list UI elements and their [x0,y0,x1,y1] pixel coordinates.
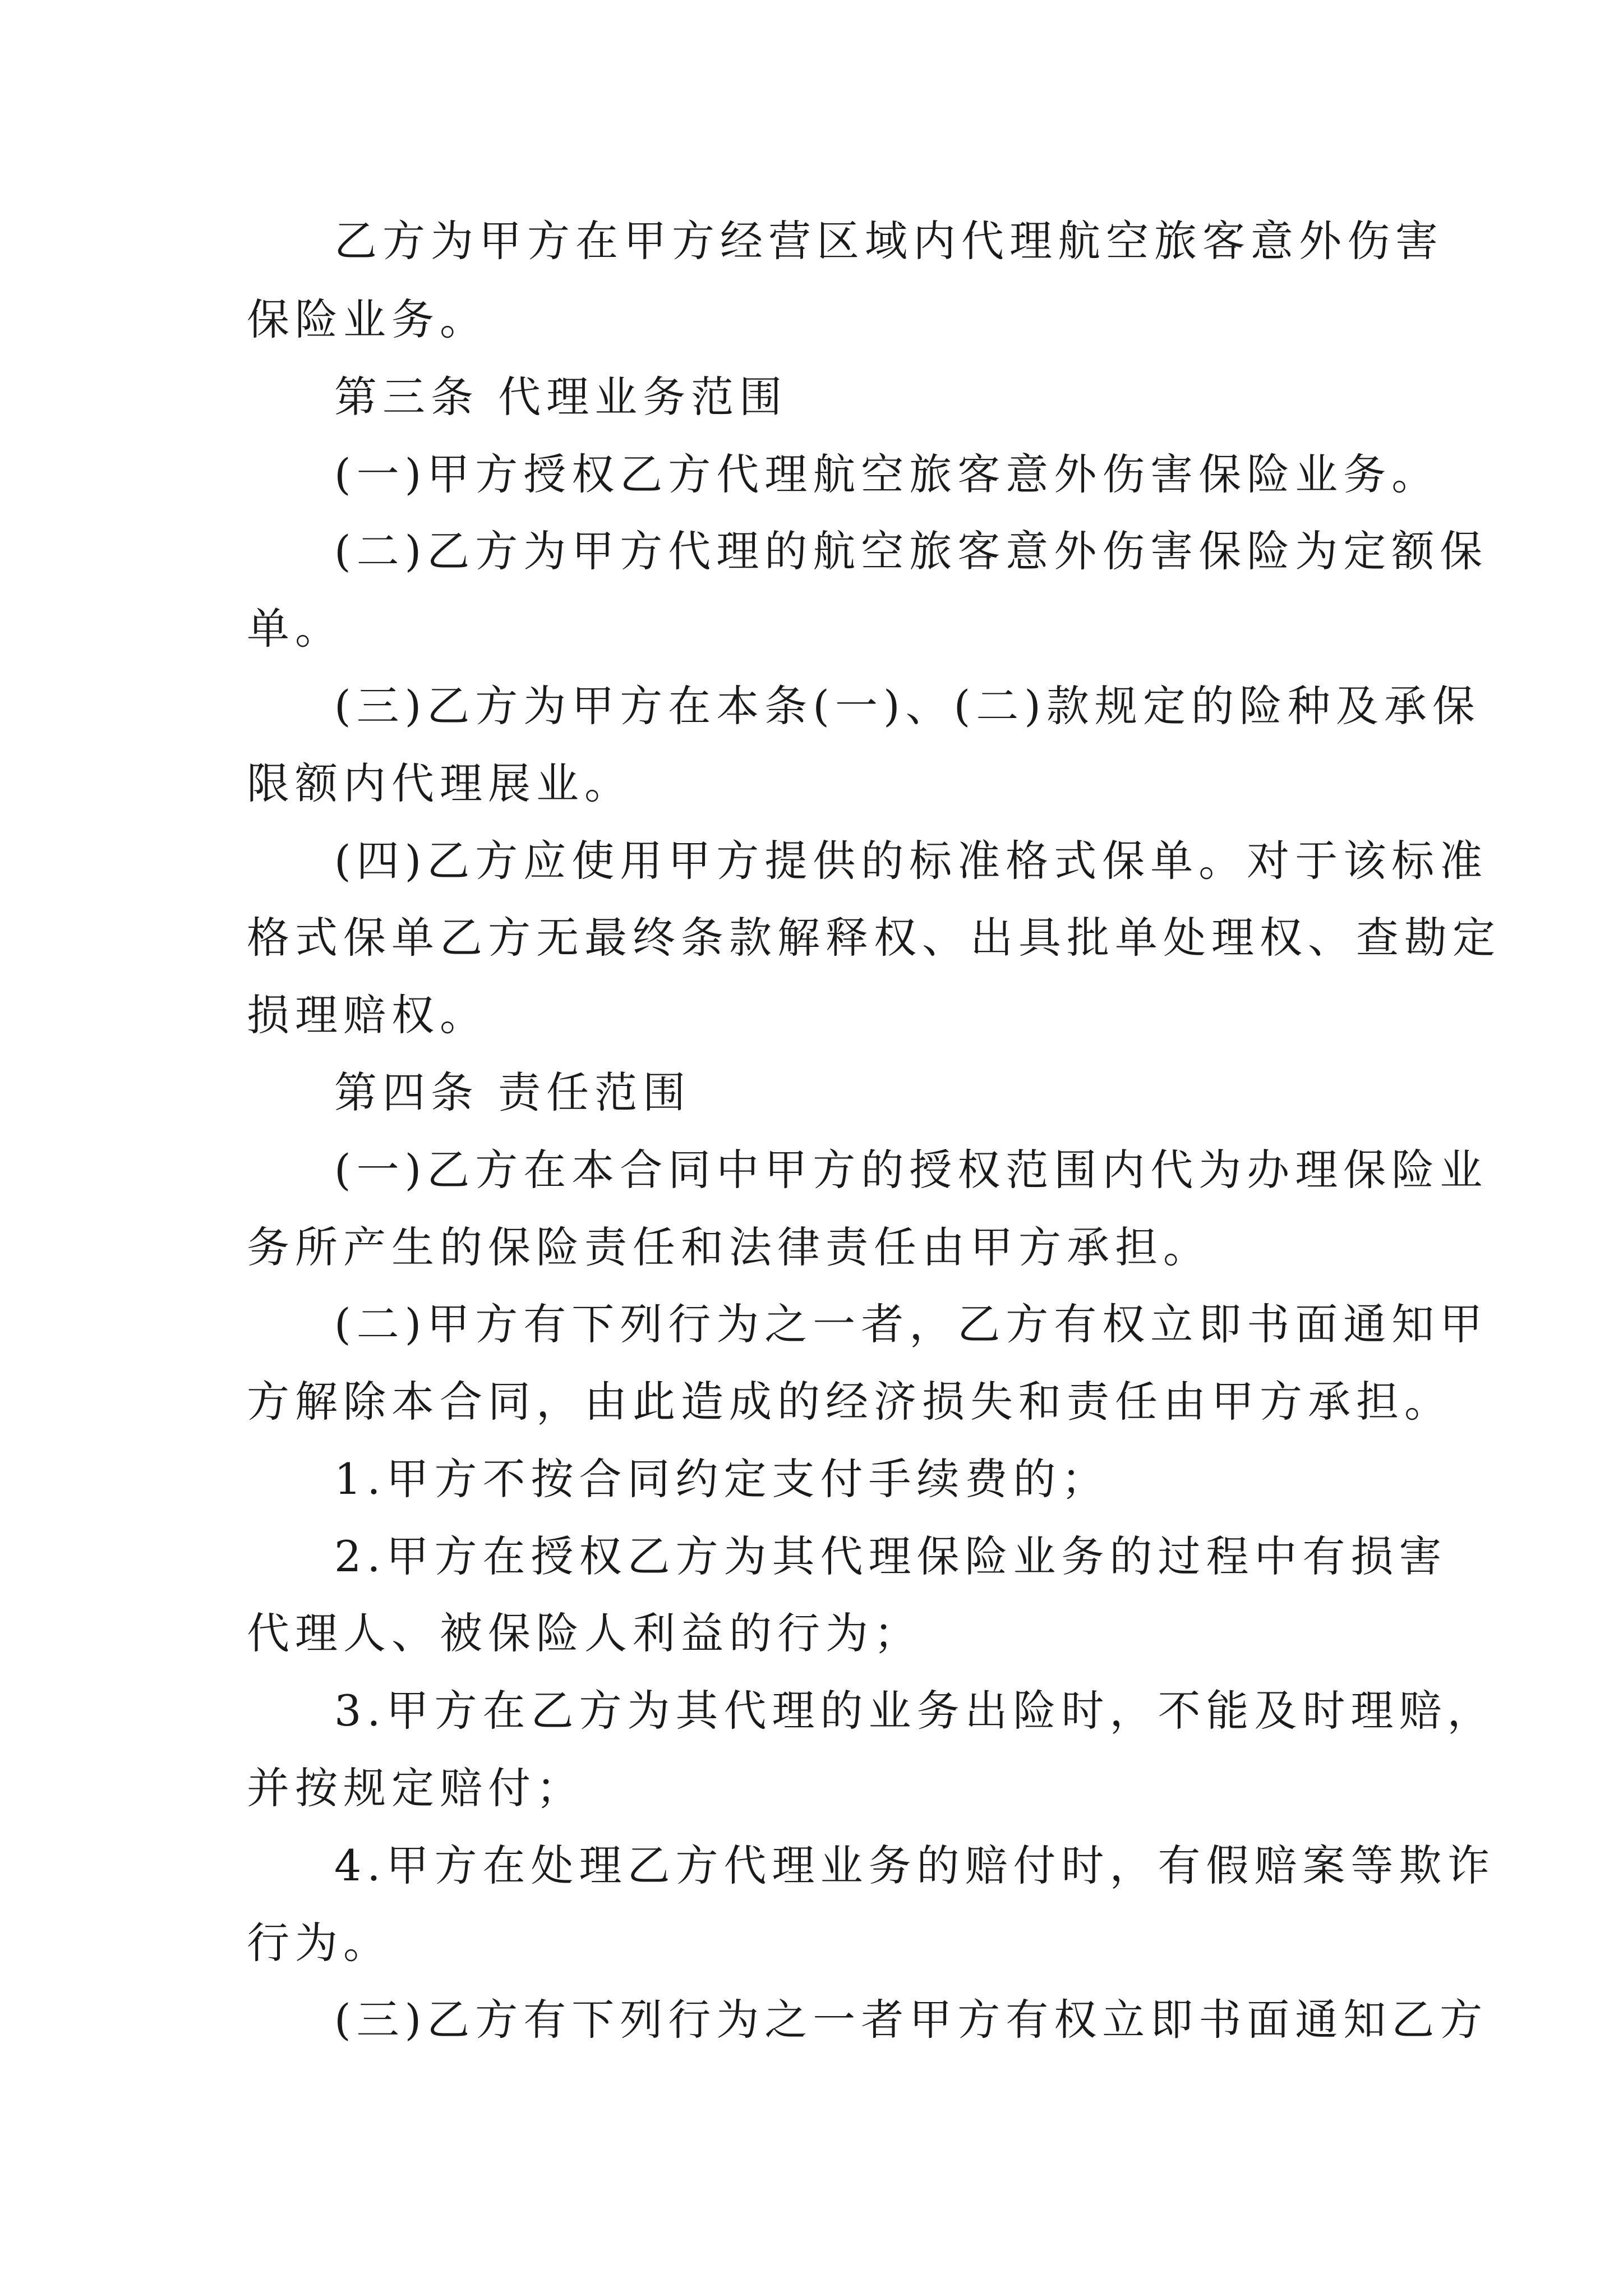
list-item: 1.甲方不按合同约定支付手续费的； [334,1454,1110,1504]
paragraph-line: 保险业务。 [247,295,488,344]
paragraph-line: 乙方为甲方在甲方经营区域内代理航空旅客意外伤害 [334,216,1444,266]
list-item-continuation: 行为。 [247,1918,391,1968]
list-item: 4.甲方在处理乙方代理业务的赔付时，有假赔案等欺诈 [334,1841,1496,1890]
paragraph-line: 格式保单乙方无最终条款解释权、出具批单处理权、查勘定 [247,913,1501,963]
paragraph-line: 方解除本合同，由此造成的经济损失和责任由甲方承担。 [247,1377,1453,1427]
paragraph-line: (二)乙方为甲方代理的航空旅客意外伤害保险为定额保 [334,526,1488,576]
paragraph-line: 限额内代理展业。 [247,758,633,808]
list-item: 2.甲方在授权乙方为其代理保险业务的过程中有损害 [334,1531,1447,1581]
list-item: 3.甲方在乙方为其代理的业务出险时，不能及时理赔， [334,1686,1496,1736]
article-heading-3: 第三条 代理业务范围 [334,372,788,422]
paragraph-line: (三)乙方为甲方在本条(一)、(二)款规定的险种及承保 [334,681,1481,731]
paragraph-line: (一)甲方授权乙方代理航空旅客意外伤害保险业务。 [334,449,1440,499]
paragraph-line: 单。 [247,604,343,654]
list-item-continuation: 并按规定赔付； [247,1763,584,1813]
paragraph-line: (二)甲方有下列行为之一者，乙方有权立即书面通知甲 [334,1299,1488,1349]
paragraph-line: (四)乙方应使用甲方提供的标准格式保单。对于该标准 [334,836,1488,886]
list-item-continuation: 代理人、被保险人利益的行为； [247,1608,922,1658]
article-heading-4: 第四条 责任范围 [334,1068,691,1117]
paragraph-line: (一)乙方在本合同中甲方的授权范围内代为办理保险业 [334,1145,1488,1195]
paragraph-line: (三)乙方有下列行为之一者甲方有权立即书面通知乙方 [334,1995,1488,2045]
paragraph-line: 损理赔权。 [247,990,488,1040]
paragraph-line: 务所产生的保险责任和法律责任由甲方承担。 [247,1222,1211,1272]
